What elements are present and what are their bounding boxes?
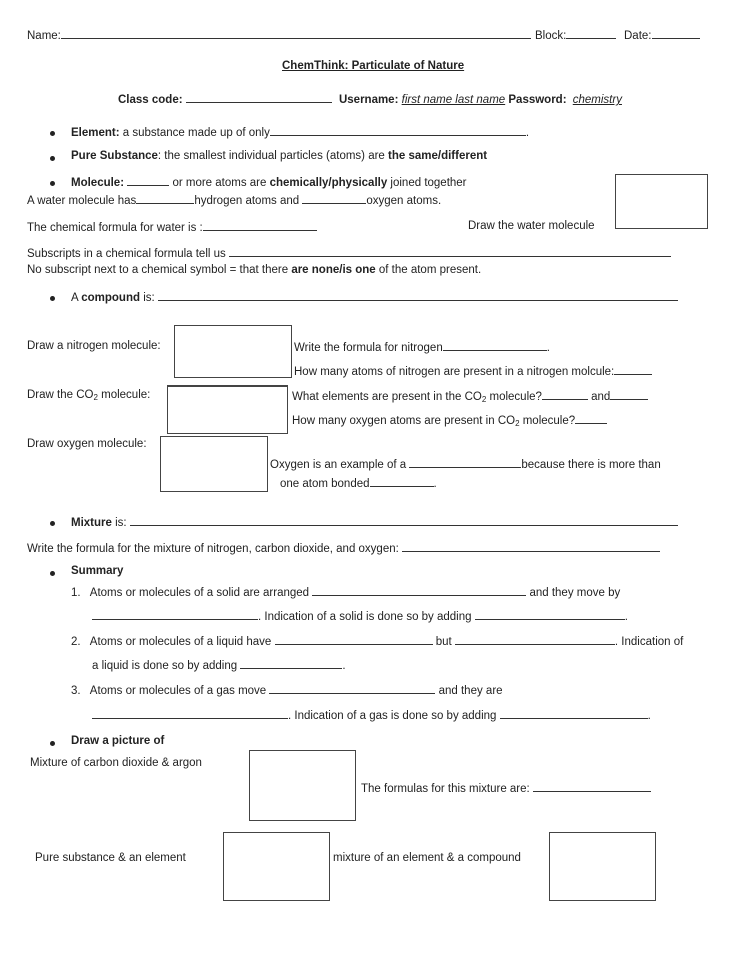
bullet-icon [50,131,55,136]
mixture-formula-blank[interactable] [402,540,660,552]
draw-picture-heading: Draw a picture of [71,735,165,747]
username-label: Username: [338,94,399,106]
summary-heading: Summary [71,565,124,577]
summary-text: . Indication of [614,636,684,648]
water-text: A water molecule has [27,195,137,207]
summary-text: and they move by [529,587,621,599]
oxygen-bonded-line [280,475,437,491]
oxygen-bonded-text: one atom bonded [280,478,370,490]
period: . [342,660,346,672]
no-subscript-text: No subscript next to a chemical symbol = that there [27,264,292,276]
date-label: Date: [624,30,652,42]
co2-oxygen-blank[interactable] [575,412,607,424]
element-compound-label: mixture of an element & a compound [333,852,521,864]
mixture-definition [71,514,678,530]
oxygen-because-text: because there is more than [521,459,661,471]
liquid-but-blank[interactable] [455,633,615,645]
mixture-formulas-text: The formulas for this mixture are: [361,783,533,795]
subscripts-question [27,245,671,261]
bullet-icon [50,156,55,161]
summary-item-1-cont [92,608,628,624]
water-text: oxygen atoms. [366,195,442,207]
co2-oxygen-text: How many oxygen atoms are present in CO [292,415,516,427]
subscripts-blank[interactable] [229,245,671,257]
gas-move-blank[interactable] [269,682,435,694]
solid-move-blank[interactable] [92,608,258,620]
co2-element-2-blank[interactable] [610,388,648,400]
summary-item-1 [71,584,620,600]
period: . [433,478,437,490]
period: . [525,127,530,139]
element-term: Element: [71,127,120,139]
pure-element-drawing-box[interactable] [223,832,330,901]
co2-oxygen-text: molecule? [519,415,576,427]
subscripts-text: Subscripts in a chemical formula tell us [27,248,229,260]
co2-element-1-blank[interactable] [542,388,588,400]
summary-text: Atoms or molecules of a gas move [89,685,270,697]
subscript: 2 [515,419,520,428]
bullet-icon [50,521,55,526]
nitrogen-draw-label: Draw a nitrogen molecule: [27,340,161,352]
summary-item-2-cont [92,657,346,673]
subscript: 2 [481,395,487,404]
compound-pre: A [71,292,82,304]
solid-indication-blank[interactable] [475,608,625,620]
co2-argon-drawing-box[interactable] [249,750,356,821]
mixture-formula-text: Write the formula for the mixture of nitrogen, carbon dioxide, and oxygen: [27,543,403,555]
name-field[interactable] [27,27,531,43]
mixture-text: is: [111,517,127,529]
password-label: Password: [508,94,567,106]
class-code-label: Class code: [118,94,183,106]
bullet-icon [50,181,55,186]
draw-water-label: Draw the water molecule [468,220,595,232]
name-label: Name: [27,30,61,42]
element-definition [71,124,529,140]
element-text: a substance made up of only [122,127,270,139]
block-blank[interactable] [566,27,616,39]
gas-are-blank[interactable] [92,707,288,719]
co2-argon-label: Mixture of carbon dioxide & argon [30,757,202,769]
co2-drawing-box[interactable] [167,385,288,434]
hydrogen-count-blank[interactable] [136,192,194,204]
subscript: 2 [93,393,98,402]
summary-text: Atoms or molecules of a liquid have [89,636,275,648]
date-field[interactable] [624,27,700,43]
compound-definition [71,289,678,305]
block-label: Block: [535,30,567,42]
element-blank[interactable] [270,124,526,136]
pure-substance-definition [71,149,487,163]
oxygen-type-blank[interactable] [409,456,521,468]
co2-draw-text: Draw the CO [27,389,94,401]
block-field[interactable] [535,27,616,43]
name-blank[interactable] [61,27,531,39]
nitrogen-drawing-box[interactable] [174,325,292,378]
nitrogen-atoms-text: How many atoms of nitrogen are present in a nitrogen molcule: [294,366,615,378]
pure-element-label: Pure substance & an element [35,852,186,864]
co2-elements-text: What elements are present in the CO [292,391,482,403]
summary-text: and they are [438,685,503,697]
mixture-formulas-blank[interactable] [533,780,651,792]
and-text: and [591,391,611,403]
pure-substance-text: : the smallest individual particles (atoms) are [157,150,389,162]
page-title: ChemThink: Particulate of Nature [282,60,465,72]
bullet-icon [50,741,55,746]
co2-oxygen-question [292,412,607,428]
oxygen-count-blank[interactable] [302,192,366,204]
no-subscript-choice[interactable]: are none/is one [291,264,376,276]
summary-item-3-cont [92,707,651,723]
molecule-definition [71,174,467,190]
compound-post: is: [140,292,155,304]
class-code-blank[interactable] [186,91,332,103]
water-atoms-question [27,192,441,208]
mixture-formula-question [27,540,660,556]
period: . [546,342,550,354]
summary-item-2 [71,633,683,649]
molecule-term: Molecule: [71,177,125,189]
summary-text: a liquid is done so by adding [92,660,241,672]
co2-elements-text: molecule? [486,391,542,403]
oxygen-example-question [270,456,661,472]
water-molecule-drawing-box[interactable] [615,174,708,229]
oxygen-draw-label: Draw oxygen molecule: [27,438,147,450]
nitrogen-atoms-blank[interactable] [614,363,652,375]
bullet-icon [50,571,55,576]
mixture-formulas-question [361,780,651,796]
co2-draw-label [27,388,150,402]
pure-substance-term: Pure Substance [71,150,158,162]
summary-text: but [435,636,455,648]
summary-text: . Indication of a gas is done so by adding [288,710,500,722]
no-subscript-statement [27,263,481,277]
liquid-indication-blank[interactable] [240,657,342,669]
item-number: 3. [71,685,81,697]
molecule-choice[interactable]: chemically/physically [269,177,388,189]
username-value: first name last name [401,94,506,106]
mixture-term: Mixture [71,517,112,529]
period: . [624,611,628,623]
bullet-icon [50,296,55,301]
molecule-text-end: joined together [387,177,467,189]
compound-term: compound [81,292,141,304]
water-text: hydrogen atoms and [194,195,303,207]
water-formula-question [27,219,317,235]
element-compound-drawing-box[interactable] [549,832,656,901]
item-number: 2. [71,636,81,648]
item-number: 1. [71,587,81,599]
summary-text: . Indication of a solid is done so by adding [258,611,475,623]
co2-elements-question [292,388,648,404]
gas-indication-blank[interactable] [500,707,648,719]
nitrogen-formula-blank[interactable] [443,339,547,351]
mixture-blank[interactable] [130,514,678,526]
no-subscript-text-end: of the atom present. [375,264,482,276]
nitrogen-formula-question [294,339,550,355]
login-info-row [118,91,622,107]
solid-arranged-blank[interactable] [312,584,526,596]
nitrogen-atoms-question [294,363,652,379]
period: . [647,710,651,722]
password-value: chemistry [572,94,622,106]
summary-text: Atoms or molecules of a solid are arranged [89,587,313,599]
water-formula-text: The chemical formula for water is : [27,222,203,234]
oxygen-drawing-box[interactable] [160,436,268,492]
nitrogen-formula-text: Write the formula for nitrogen [294,342,443,354]
water-formula-blank[interactable] [203,219,317,231]
oxygen-example-text: Oxygen is an example of a [270,459,410,471]
summary-item-3 [71,682,503,698]
co2-draw-text: molecule: [97,389,151,401]
molecule-text: or more atoms are [172,177,270,189]
date-blank[interactable] [652,27,700,39]
liquid-have-blank[interactable] [275,633,433,645]
pure-substance-choice[interactable]: the same/different [388,150,488,162]
molecule-blank[interactable] [127,174,169,186]
compound-blank[interactable] [158,289,678,301]
oxygen-bonded-blank[interactable] [370,475,434,487]
